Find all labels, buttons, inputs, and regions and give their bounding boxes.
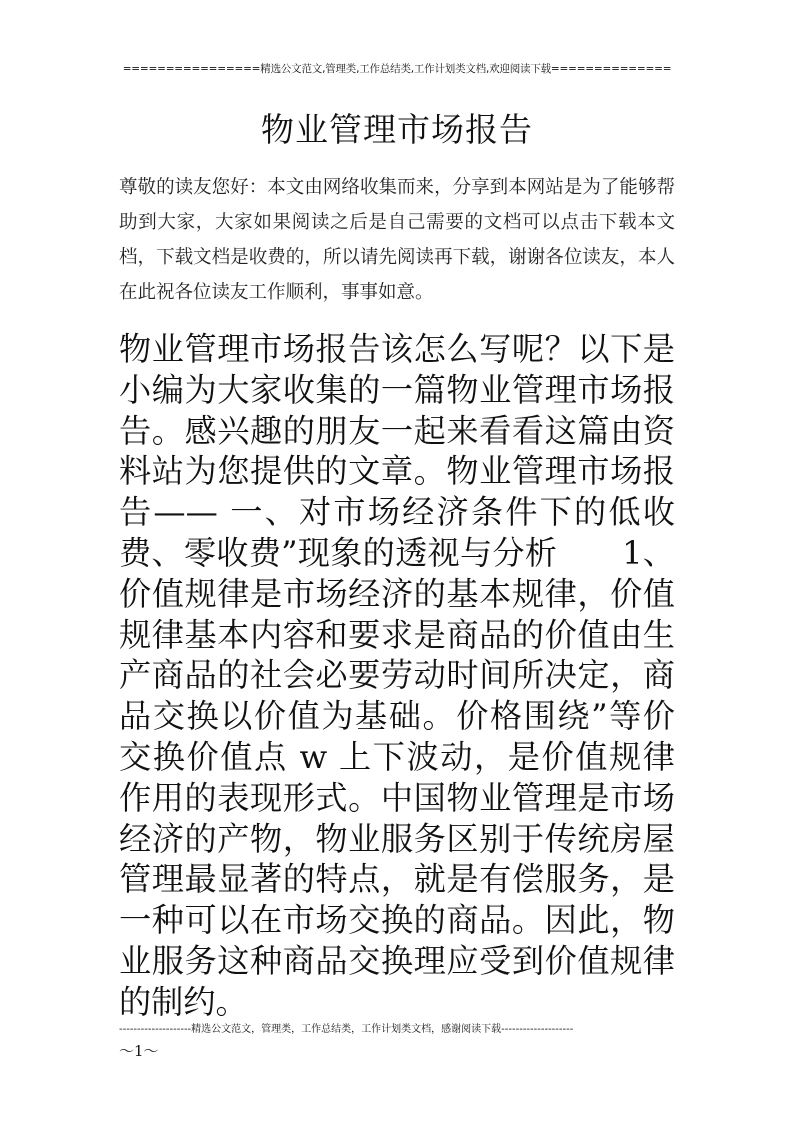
page-number: ～1～	[119, 1042, 159, 1060]
header-banner: ================精选公文范文,管理类,工作总结类,工作计划类文档,欢迎阅读下载==============	[122, 63, 672, 75]
document-title: 物业管理市场报告	[261, 110, 533, 149]
reader-notice: 尊敬的读友您好：本文由网络收集而来，分享到本网站是为了能够帮助到大家，大家如果阅读之后是自己需要的文档可以点击下载本文档，下载文档是收费的，所以请先阅读再下载，谢谢各位读友，本人在此祝各位读友工作顺利，事事如意。	[119, 177, 675, 303]
footer-banner: --------------------精选公文范文，管理类，工作总结类，工作计划类文档，感谢阅读下载--------------------	[119, 1024, 574, 1035]
body-paragraph: 物业管理市场报告该怎么写呢？以下是小编为大家收集的一篇物业管理市场报告。感兴趣的朋友一起来看看这篇由资料站为您提供的文章。物业管理市场报告—— 一、对市场经济条件下的低收费、零收费”现象的透视与分析 1、价值规律是市场经济的基本规律，价值规律基本内容和要求是商品的价值由生产商品的社会必要劳动时间所决定，商品交换以价值为基础。价格围绕”等价交换价值点 w 上下波动，是价值规律作用的表现形式。中国物业管理是市场经济的产物，物业服务区别于传统房屋管理最显著的特点，就是有偿服务，是一种可以在市场交换的商品。因此，物业服务这种商品交换理应受到价值规律的制约。	[119, 330, 675, 1021]
